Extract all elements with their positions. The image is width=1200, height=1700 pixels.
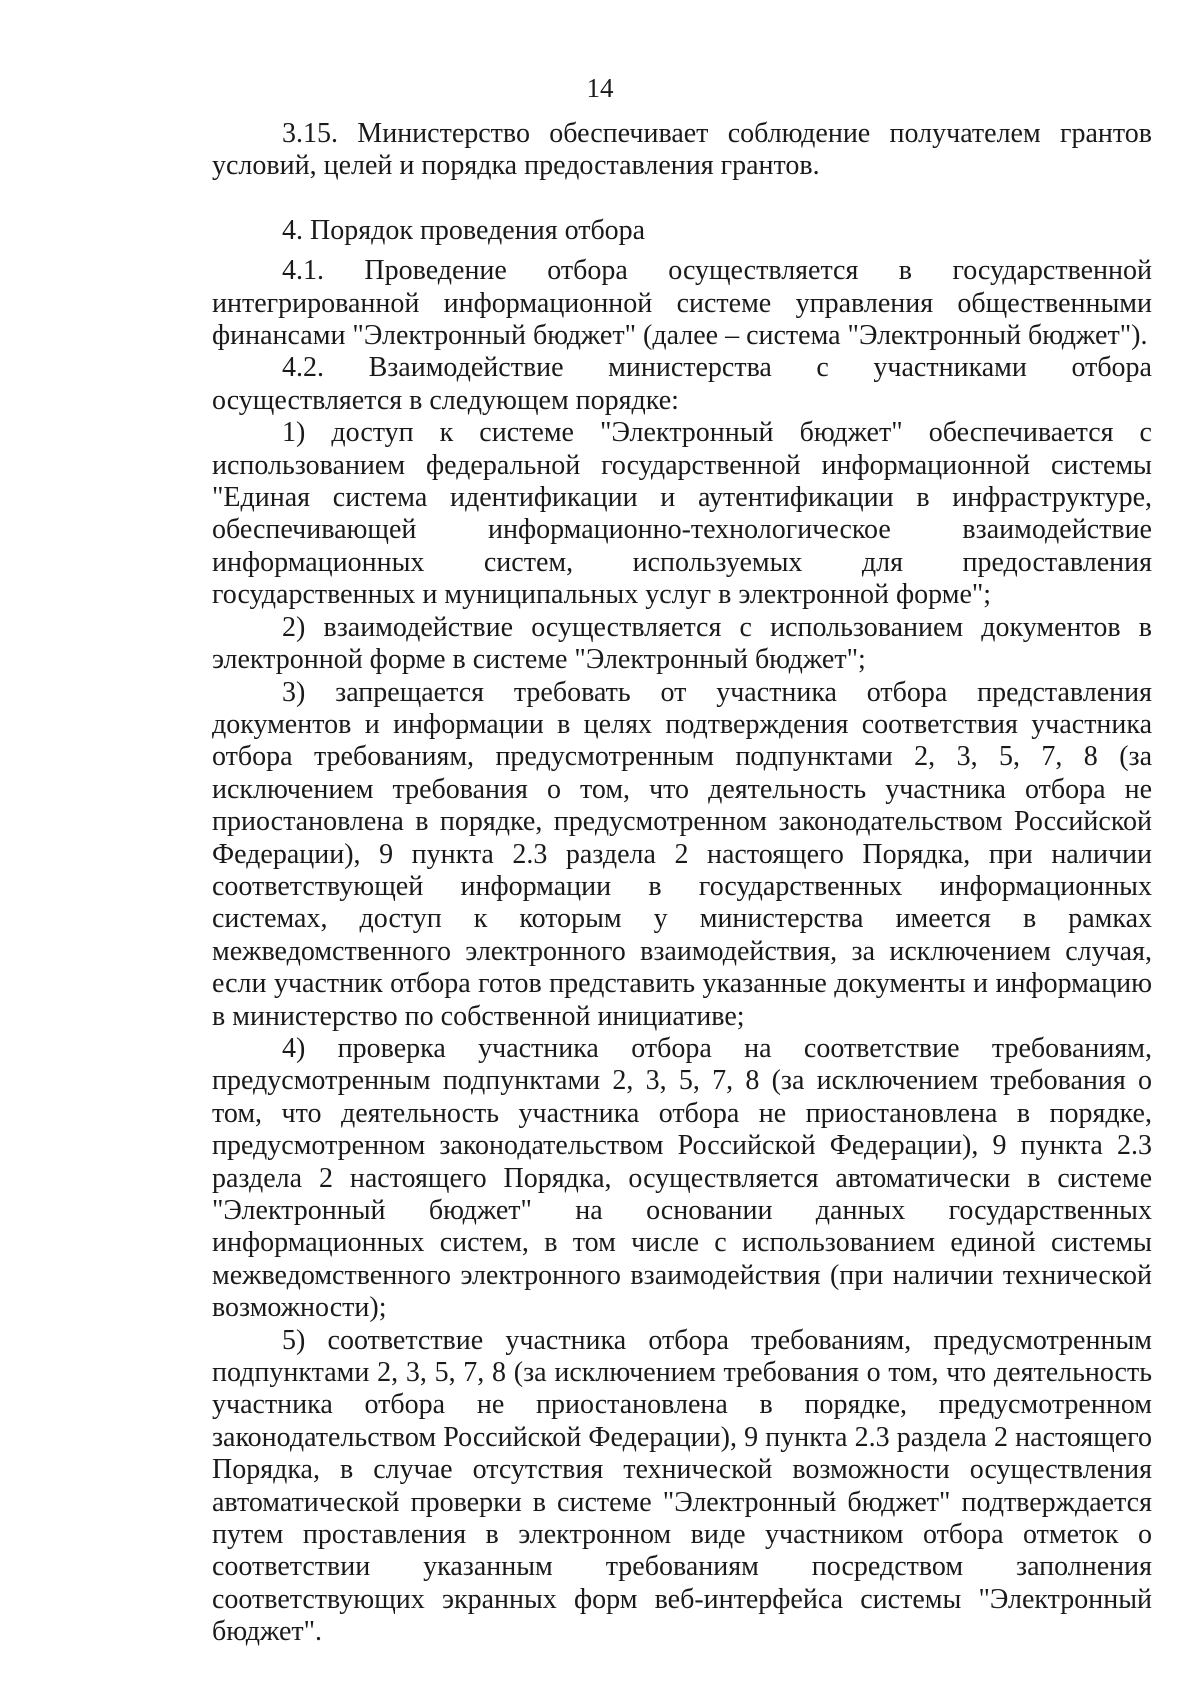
- document-body: [212, 118, 1152, 1649]
- section-heading-4: 4. Порядок проведения отбора: [282, 214, 646, 246]
- list-item-4: 4) проверка участника отбора на соответствие требованиям, предусмотренным подпунктами 2, 3, 5, 7, 8 (за исключением требования о том, что деятельность участника отбора не приостановлена в порядке, предусмотренном законодательством Российской Федерации), 9 пункта 2.3 раздела 2 настоящего Порядка, осуществляется автоматически в системе "Электронный бюджет" на основании данных государственных информационных систем, в том числе с использованием единой системы межведомственного электронного взаимодействия (при наличии технической возможности);: [212, 1032, 1152, 1324]
- paragraph-3-15: 3.15. Министерство обеспечивает соблюдение получателем грантов условий, целей и порядка предоставления грантов.: [212, 118, 1152, 182]
- paragraph-4-1: 4.1. Проведение отбора осуществляется в государственной интегрированной информационной системе управления общественными финансами "Электронный бюджет" (далее – система "Электронный бюджет").: [212, 255, 1152, 352]
- list-item-1: 1) доступ к системе "Электронный бюджет" обеспечивается с использованием федеральной государственной информационной системы "Единая система идентификации и аутентификации в инфраструктуре, обеспечивающей информационно-технологическое взаимодействие информационных систем, используемых для предоставления государственных и муниципальных услуг в электронной форме";: [212, 417, 1152, 611]
- paragraph-4-2: 4.2. Взаимодействие министерства с участниками отбора осуществляется в следующем порядке:: [212, 352, 1152, 416]
- list-item-3: 3) запрещается требовать от участника отбора представления документов и информации в целях подтверждения соответствия участника отбора требованиям, предусмотренным подпунктами 2, 3, 5, 7, 8 (за исключением требования о том, что деятельность участника отбора не приостановлена в порядке, предусмотренном законодательством Российской Федерации), 9 пункта 2.3 раздела 2 настоящего Порядка, при наличии соответствующей информации в государственных информационных системах, доступ к которым у министерства имеется в рамках межведомственного электронного взаимодействия, за исключением случая, если участник отбора готов представить указанные документы и информацию в министерство по собственной инициативе;: [212, 676, 1152, 1032]
- page-number: 14: [586, 73, 614, 103]
- list-item-5: 5) соответствие участника отбора требованиям, предусмотренным подпунктами 2, 3, 5, 7, 8 (за исключением требования о том, что деятельность участника отбора не приостановлена в порядке, предусмотренном законодательством Российской Федерации), 9 пункта 2.3 раздела 2 настоящего Порядка, в случае отсутствия технической возможности осуществления автоматической проверки в системе "Электронный бюджет" подтверждается путем проставления в электронном виде участником отбора отметок о соответствии указанным требованиям посредством заполнения соответствующих экранных форм веб-интерфейса системы "Электронный бюджет".: [212, 1324, 1152, 1648]
- list-item-2: 2) взаимодействие осуществляется с использованием документов в электронной форме в системе "Электронный бюджет";: [212, 611, 1152, 676]
